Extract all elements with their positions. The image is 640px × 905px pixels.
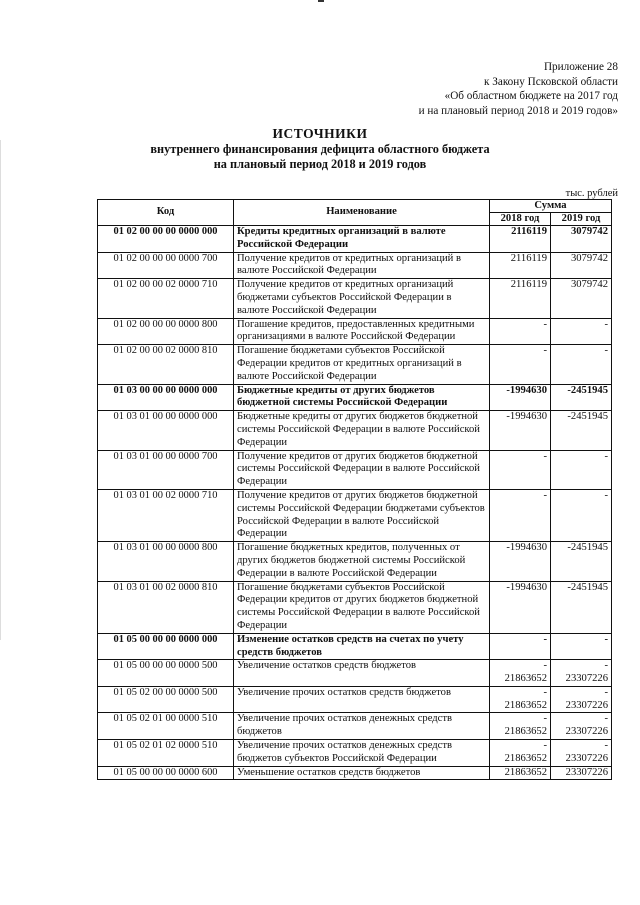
appendix-line: Приложение 28 bbox=[543, 61, 618, 73]
row-code: 01 02 00 00 02 0000 710 bbox=[98, 279, 234, 318]
row-value-2018: -1994630 bbox=[490, 411, 551, 450]
header-code: Код bbox=[98, 200, 234, 226]
row-code: 01 03 01 00 00 0000 000 bbox=[98, 411, 234, 450]
table-body bbox=[98, 226, 612, 780]
row-value-2018: - 21863652 bbox=[490, 660, 551, 687]
scan-mark bbox=[318, 0, 324, 2]
row-value-2019: - 23307226 bbox=[551, 660, 612, 687]
row-value-2018: - bbox=[490, 489, 551, 541]
appendix-line: «Об областном бюджете на 2017 год bbox=[444, 90, 618, 102]
row-value-2019: - 23307226 bbox=[551, 686, 612, 713]
row-name: Погашение бюджетами субъектов Российской Федерации кредитов от других бюджетов бюджетной системы Российской Федерации в валюте Российской Федерации bbox=[234, 581, 490, 633]
row-code: 01 03 01 00 00 0000 800 bbox=[98, 542, 234, 581]
row-name: Получение кредитов от кредитных организаций в валюте Российской Федерации bbox=[234, 252, 490, 279]
row-value-2019: - bbox=[551, 450, 612, 489]
title-subtitle: на плановый период 2018 и 2019 годов bbox=[213, 156, 427, 171]
row-code: 01 03 01 00 02 0000 810 bbox=[98, 581, 234, 633]
row-value-2018: -1994630 bbox=[490, 581, 551, 633]
row-value-2018: 2116119 bbox=[490, 252, 551, 279]
row-code: 01 02 00 00 02 0000 810 bbox=[98, 345, 234, 384]
table-row bbox=[98, 542, 612, 581]
row-value-2018: -1994630 bbox=[490, 542, 551, 581]
row-name: Увеличение остатков средств бюджетов bbox=[234, 660, 490, 687]
row-code: 01 05 02 01 00 0000 510 bbox=[98, 713, 234, 740]
row-value-2019: 3079742 bbox=[551, 226, 612, 253]
table-row bbox=[98, 384, 612, 411]
row-code: 01 03 00 00 00 0000 000 bbox=[98, 384, 234, 411]
row-value-2019: - bbox=[551, 489, 612, 541]
row-name: Получение кредитов от кредитных организаций бюджетами субъектов Российской Федерации в валюте Российской Федерации bbox=[234, 279, 490, 318]
row-name: Уменьшение остатков средств бюджетов bbox=[234, 766, 490, 780]
table-row bbox=[98, 226, 612, 253]
scan-edge bbox=[0, 140, 1, 640]
row-name: Погашение бюджетных кредитов, полученных от других бюджетов бюджетной системы Российской Федерации в валюте Российской Федерации bbox=[234, 542, 490, 581]
row-name: Погашение кредитов, предоставленных кредитными организациями в валюте Российской Федерации bbox=[234, 318, 490, 345]
row-value-2018: - bbox=[490, 633, 551, 660]
row-name: Бюджетные кредиты от других бюджетов бюджетной системы Российской Федерации в валюте Российской Федерации bbox=[234, 411, 490, 450]
row-name: Получение кредитов от других бюджетов бюджетной системы Российской Федерации в валюте Российской Федерации bbox=[234, 450, 490, 489]
row-code: 01 02 00 00 00 0000 000 bbox=[98, 226, 234, 253]
row-code: 01 05 02 01 02 0000 510 bbox=[98, 740, 234, 767]
row-code: 01 05 00 00 00 0000 000 bbox=[98, 633, 234, 660]
table-row bbox=[98, 252, 612, 279]
table-row bbox=[98, 660, 612, 687]
table-row bbox=[98, 411, 612, 450]
row-code: 01 05 00 00 00 0000 600 bbox=[98, 766, 234, 780]
row-value-2018: - bbox=[490, 345, 551, 384]
row-name: Получение кредитов от других бюджетов бюджетной системы Российской Федерации бюджетами субъектов Российской Федерации в валюте Российской Федерации bbox=[234, 489, 490, 541]
header-2019: 2019 год bbox=[551, 213, 612, 226]
table-row bbox=[98, 766, 612, 780]
title-main: ИСТОЧНИКИ bbox=[272, 126, 368, 141]
header-2018: 2018 год bbox=[490, 213, 551, 226]
row-value-2019: 23307226 bbox=[551, 766, 612, 780]
row-value-2019: 3079742 bbox=[551, 252, 612, 279]
row-name: Изменение остатков средств на счетах по учету средств бюджетов bbox=[234, 633, 490, 660]
row-code: 01 03 01 00 02 0000 710 bbox=[98, 489, 234, 541]
header-sum: Сумма bbox=[490, 200, 612, 213]
financing-sources-table bbox=[97, 199, 612, 780]
row-value-2018: 2116119 bbox=[490, 226, 551, 253]
row-value-2019: -2451945 bbox=[551, 411, 612, 450]
table-row bbox=[98, 633, 612, 660]
table-row bbox=[98, 318, 612, 345]
table-row bbox=[98, 345, 612, 384]
row-value-2018: - 21863652 bbox=[490, 713, 551, 740]
row-code: 01 02 00 00 00 0000 800 bbox=[98, 318, 234, 345]
row-code: 01 03 01 00 00 0000 700 bbox=[98, 450, 234, 489]
table-row bbox=[98, 279, 612, 318]
units-label: тыс. рублей bbox=[565, 188, 618, 199]
row-name: Кредиты кредитных организаций в валюте Российской Федерации bbox=[234, 226, 490, 253]
row-name: Увеличение прочих остатков денежных средств бюджетов субъектов Российской Федерации bbox=[234, 740, 490, 767]
row-name: Увеличение прочих остатков денежных средств бюджетов bbox=[234, 713, 490, 740]
table-row bbox=[98, 450, 612, 489]
row-value-2019: 3079742 bbox=[551, 279, 612, 318]
appendix-line: к Закону Псковской области bbox=[484, 75, 618, 88]
appendix-header bbox=[419, 60, 618, 118]
row-name: Бюджетные кредиты от других бюджетов бюджетной системы Российской Федерации bbox=[234, 384, 490, 411]
row-code: 01 05 02 00 00 0000 500 bbox=[98, 686, 234, 713]
row-name: Погашение бюджетами субъектов Российской Федерации кредитов от кредитных организаций в валюте Российской Федерации bbox=[234, 345, 490, 384]
row-value-2018: - 21863652 bbox=[490, 740, 551, 767]
document-title bbox=[0, 125, 640, 171]
row-code: 01 05 00 00 00 0000 500 bbox=[98, 660, 234, 687]
row-value-2019: -2451945 bbox=[551, 542, 612, 581]
header-name: Наименование bbox=[234, 200, 490, 226]
appendix-line: и на плановый период 2018 и 2019 годов» bbox=[418, 104, 618, 117]
row-value-2018: - bbox=[490, 450, 551, 489]
table-row bbox=[98, 581, 612, 633]
table-row bbox=[98, 713, 612, 740]
table-row bbox=[98, 740, 612, 767]
row-code: 01 02 00 00 00 0000 700 bbox=[98, 252, 234, 279]
row-value-2019: -2451945 bbox=[551, 384, 612, 411]
row-value-2018: 21863652 bbox=[490, 766, 551, 780]
row-name: Увеличение прочих остатков средств бюджетов bbox=[234, 686, 490, 713]
title-subtitle: внутреннего финансирования дефицита областного бюджета bbox=[150, 142, 490, 156]
row-value-2019: - bbox=[551, 633, 612, 660]
row-value-2019: - bbox=[551, 345, 612, 384]
row-value-2018: - 21863652 bbox=[490, 686, 551, 713]
row-value-2019: - 23307226 bbox=[551, 740, 612, 767]
table-row bbox=[98, 686, 612, 713]
row-value-2018: -1994630 bbox=[490, 384, 551, 411]
row-value-2019: - bbox=[551, 318, 612, 345]
row-value-2018: 2116119 bbox=[490, 279, 551, 318]
row-value-2019: -2451945 bbox=[551, 581, 612, 633]
table-row bbox=[98, 489, 612, 541]
row-value-2019: - 23307226 bbox=[551, 713, 612, 740]
row-value-2018: - bbox=[490, 318, 551, 345]
